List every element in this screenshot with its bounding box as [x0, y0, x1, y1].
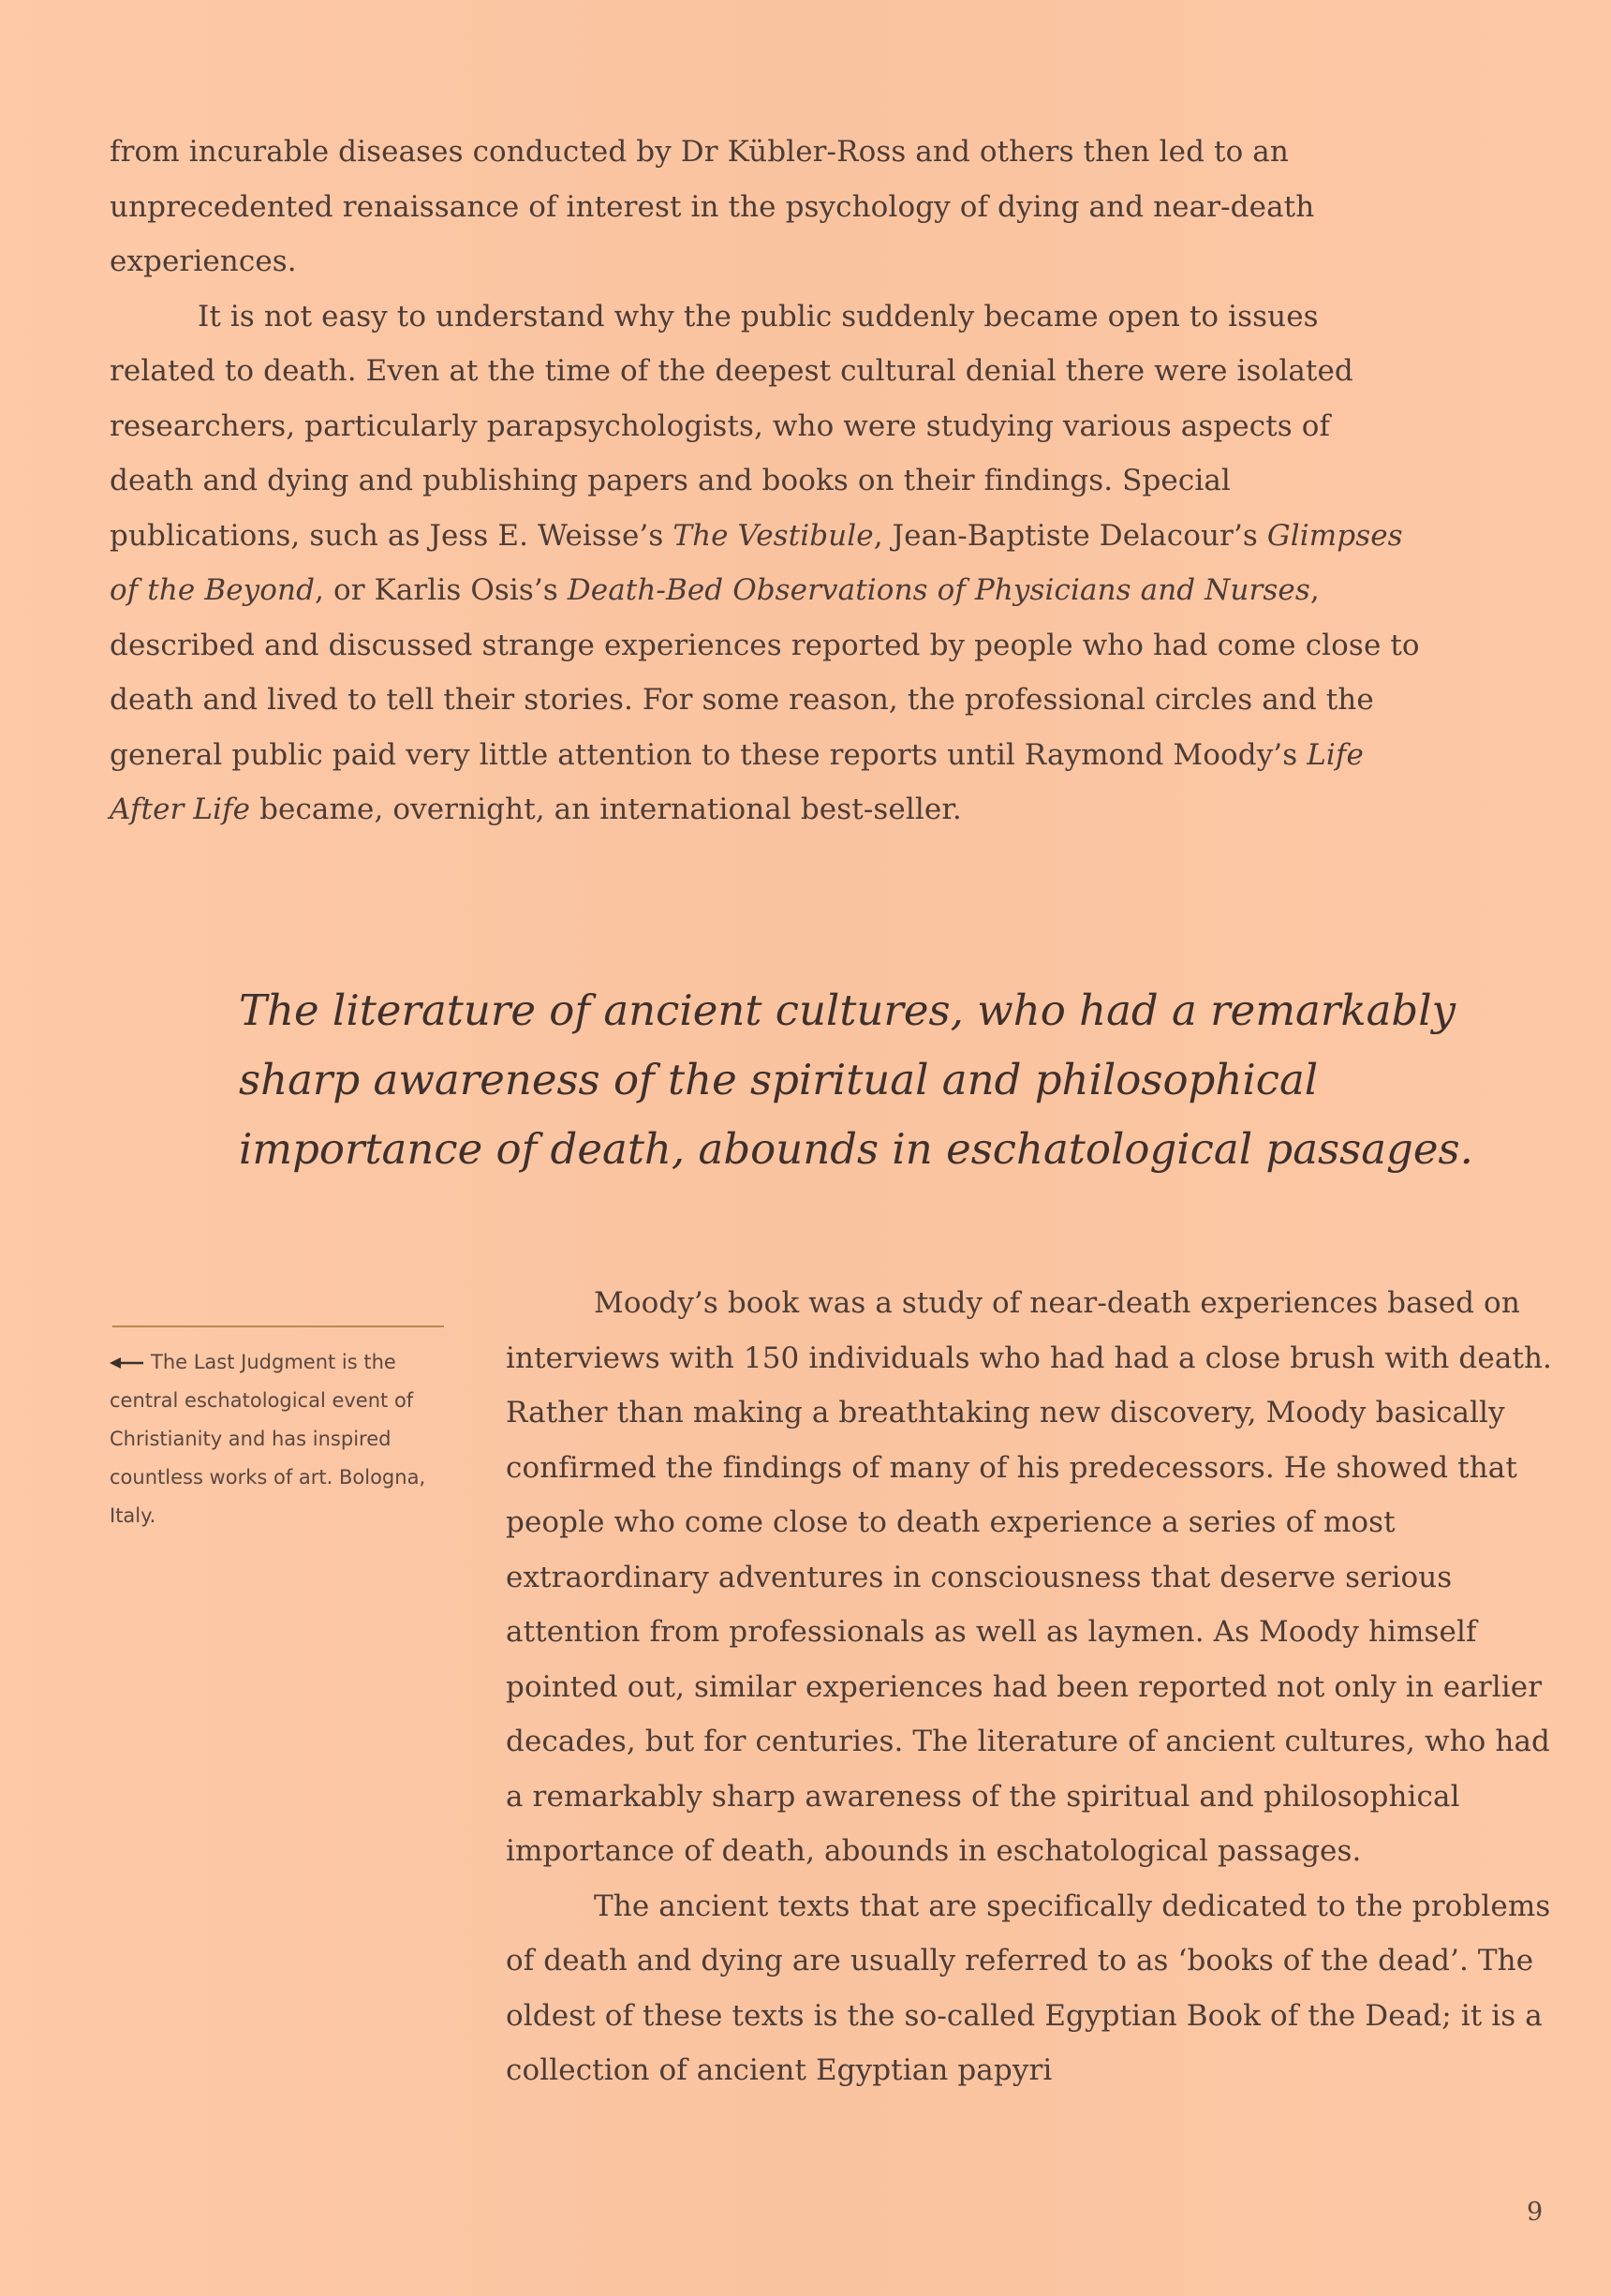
- text-run: , described and discussed strange experiences reported by people who had come close to death and lived to tell their stories. For some reason, the professional circles and the general public paid very little attention to these reports until Raymond Moody’s: [110, 573, 1420, 772]
- text-run: , or Karlis Osis’s: [315, 573, 568, 607]
- pull-quote: The literature of ancient cultures, who had a remarkably sharp awareness of the spiritual and philosophical importance of death, abounds in eschatological passages.: [239, 985, 1473, 1174]
- book-title-the-vestibule: The Vestibule: [672, 518, 874, 553]
- book-title-death-bed-observations: Death-Bed Observations of Physicians and Nurses: [567, 573, 1310, 607]
- caption-text: The Last Judgment is the central eschatological event of Christianity and has inspired countless works of art. Bologna, Italy.: [110, 1351, 426, 1527]
- book-title-life-after-life: Life After Life: [110, 737, 1364, 826]
- text-run: , Jean-Baptiste Delacour’s: [873, 518, 1267, 553]
- top-paragraph-2: [110, 289, 1421, 837]
- body-paragraph-2: The ancient texts that are specifically dedicated to the problems of death and dying are usually referred to as ‘books of the dead’. The oldest of these texts is the so-called Egyptian Book of the Dead; it is a collection of ancient Egyptian papyri: [506, 1889, 1551, 2087]
- image-caption: [110, 1343, 456, 1535]
- left-arrow-icon: [110, 1356, 143, 1370]
- page-number: 9: [1527, 2198, 1544, 2227]
- text-run: It is not easy to understand why the public suddenly became open to issues related to death. Even at the time of the deepest cultural denial there were isolated researchers, particularly parapsychologists, who were studying various aspects of death and dying and publishing papers and books on their findings. Special publications, such as Jess E. Weisse’s: [110, 299, 1353, 553]
- top-paragraph-1: from incurable diseases conducted by Dr Kübler-Ross and others then led to an unprecedented renaissance of interest in the psychology of dying and near-death experiences.: [110, 135, 1315, 278]
- text-run: became, overnight, an international best-seller.: [250, 792, 962, 826]
- caption-rule: [112, 1326, 444, 1327]
- top-text-column: [110, 125, 1421, 837]
- book-title-glimpses-of-the-beyond: Glimpses of the Beyond: [110, 518, 1403, 607]
- body-text-column: [506, 1276, 1555, 2098]
- body-paragraph-1: Moody’s book was a study of near-death experiences based on interviews with 150 individuals who had had a close brush with death. Rather than making a breathtaking new discovery, Moody basically confirmed the findings of many of his predecessors. He showed that people who come close to death experience a series of most extraordinary adventures in consciousness that deserve serious attention from professionals as well as laymen. As Moody himself pointed out, similar experiences had been reported not only in earlier decades, but for centuries. The literature of ancient cultures, who had a remarkably sharp awareness of the spiritual and philosophical importance of death, abounds in eschatological passages.: [506, 1286, 1552, 1868]
